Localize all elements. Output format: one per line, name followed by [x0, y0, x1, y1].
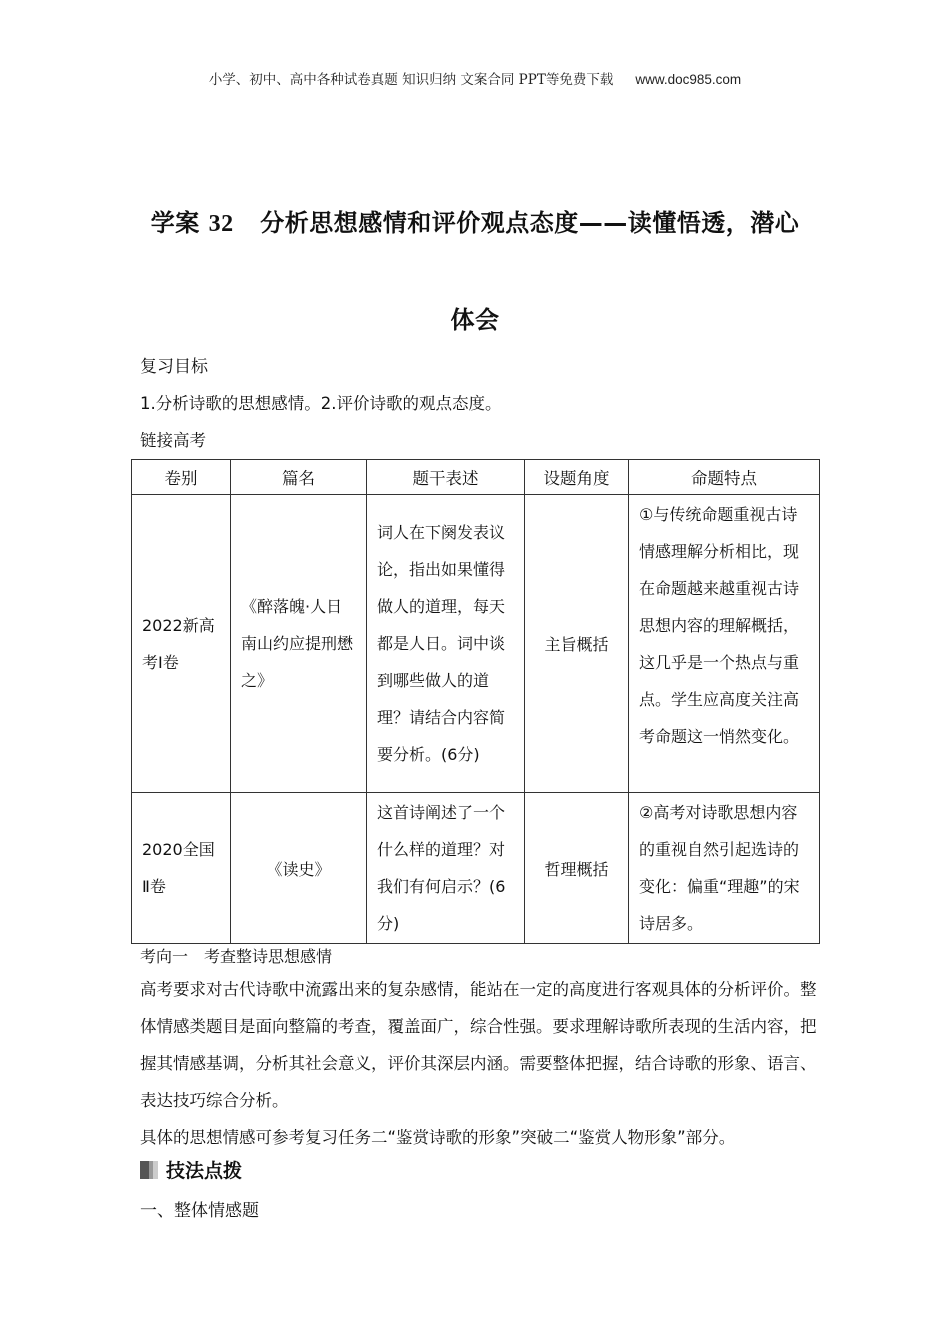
- title-number: 32: [208, 211, 234, 237]
- header-cell: 题干表述: [367, 460, 525, 495]
- header-cell: 设题角度: [525, 460, 629, 495]
- title-text: 分析思想感情和评价观点态度——读懂悟透，潜心体会: [260, 209, 800, 334]
- question-cell: 词人在下阕发表议论，指出如果懂得做人的道理，每天都是人日。词中谈到哪些做人的道理？请结合内容简要分析。(6分): [367, 495, 525, 793]
- angle-cell: 主旨概括: [525, 495, 629, 793]
- feature-cell-1: ①与传统命题重视古诗情感理解分析相比，现在命题越来越重视古诗思想内容的理解概括，这几乎是一个热点与重点。学生应高度关注高考命题这一悄然变化。: [629, 495, 820, 793]
- paragraph: 高考要求对古代诗歌中流露出来的复杂感情，能站在一定的高度进行客观具体的分析评价。整体情感类题目是面向整篇的考查，覆盖面广，综合性强。要求理解诗歌所表现的生活内容，把握其情感基调，分析其社会意义，评价其深层内涵。需要整体把握，结合诗歌的形象、语言、表达技巧综合分析。: [140, 980, 817, 1110]
- review-goal-content: 1.分析诗歌的思想感情。2.评价诗歌的观点态度。: [140, 394, 502, 413]
- header-cell: 命题特点: [629, 460, 820, 495]
- header-site[interactable]: www.doc985.com: [635, 72, 742, 87]
- table-row: [132, 495, 820, 793]
- header-cell: 篇名: [231, 460, 367, 495]
- table-row: [132, 793, 820, 944]
- subheading: 一、整体情感题: [140, 1201, 259, 1221]
- title-prefix: 学案: [150, 209, 200, 237]
- review-goal-label: 复习目标: [140, 357, 208, 377]
- title-cell: 《读史》: [231, 793, 367, 944]
- angle-cell: 哲理概括: [525, 793, 629, 944]
- skills-heading: [140, 1156, 242, 1183]
- paper-cell: 2020全国Ⅱ卷: [132, 793, 231, 944]
- body-paragraphs: [140, 971, 820, 1156]
- bar-icon: [140, 1161, 158, 1179]
- header-text: 小学、初中、高中各种试卷真题 知识归纳 文案合同 PPT等免费下载: [208, 72, 614, 88]
- link-exam-label: 链接高考: [140, 431, 206, 450]
- skills-label: 技法点拨: [166, 1160, 243, 1182]
- exam-table: [131, 459, 820, 944]
- title-cell: 《醉落魄·人日南山约应提刑懋之》: [231, 495, 367, 793]
- page-header: [0, 68, 950, 88]
- page-title: [140, 175, 810, 368]
- question-cell: 这首诗阐述了一个什么样的道理？对我们有何启示？(6分): [367, 793, 525, 944]
- paragraph: 具体的思想情感可参考复习任务二“鉴赏诗歌的形象”突破二“鉴赏人物形象”部分。: [140, 1128, 736, 1147]
- feature-cell-2: ②高考对诗歌思想内容的重视自然引起选诗的变化：偏重“理趣”的宋诗居多。: [629, 793, 820, 944]
- header-cell: 卷别: [132, 460, 231, 495]
- direction-label: 考向一 考查整诗思想感情: [140, 947, 333, 966]
- paper-cell: 2022新高考Ⅰ卷: [132, 495, 231, 793]
- table-header-row: [132, 460, 820, 495]
